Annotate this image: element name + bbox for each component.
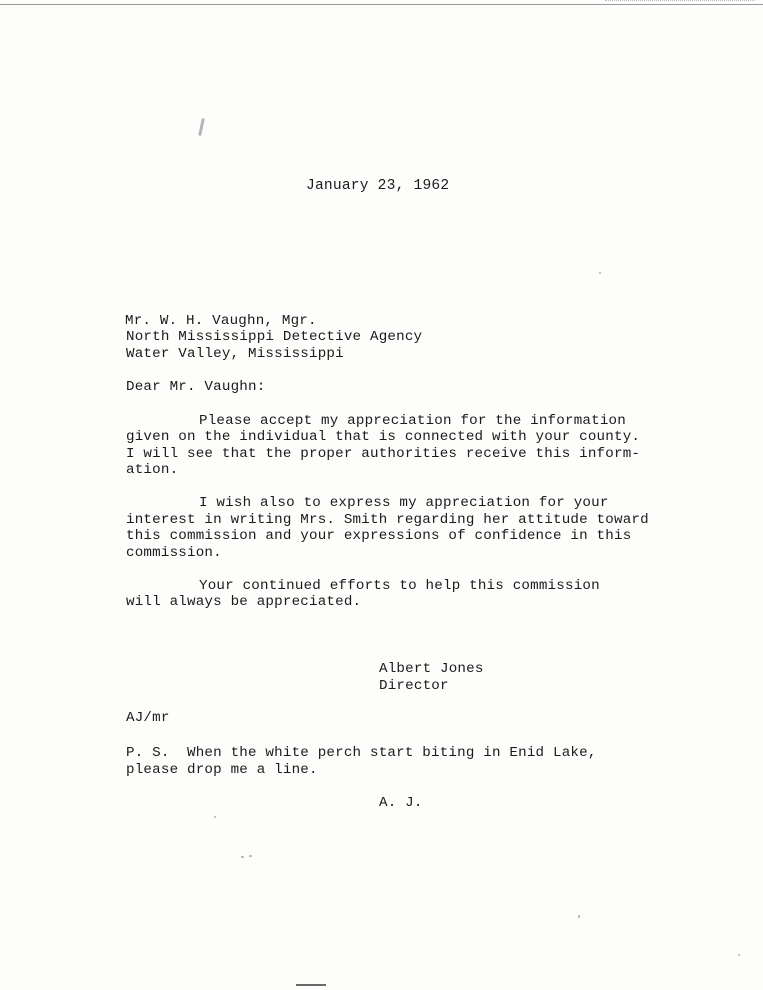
letter-salutation: Dear Mr. Vaughn:: [126, 379, 266, 395]
paragraph-1-line-3: I will see that the proper authorities receive this inform-: [126, 446, 641, 462]
recipient-organization-line: North Mississippi Detective Agency: [126, 329, 423, 345]
signature-title: Director: [379, 678, 449, 694]
recipient-name-line: Mr. W. H. Vaughn, Mgr.: [125, 313, 317, 329]
page-bottom-cut-mark: [296, 984, 326, 990]
paper-speck: [738, 954, 740, 956]
paragraph-2-line-4: commission.: [126, 545, 222, 561]
postscript-line-1: P. S. When the white perch start biting in Enid Lake,: [126, 745, 597, 761]
page-top-dotted-mark: [605, 0, 755, 4]
paragraph-1-line-4: ation.: [126, 462, 179, 478]
paragraph-2-line-2: interest in writing Mrs. Smith regarding her attitude toward: [126, 512, 649, 528]
paragraph-3-line-2: will always be appreciated.: [126, 594, 362, 610]
paragraph-3-line-1: Your continued efforts to help this commission: [199, 578, 600, 594]
paper-speck: [599, 272, 601, 274]
paragraph-2-line-3: this commission and your expressions of confidence in this: [126, 528, 632, 544]
letter-date: January 23, 1962: [306, 178, 450, 194]
paper-speck: [214, 816, 216, 818]
paper-speck: [249, 855, 252, 857]
paper-speck: [241, 856, 244, 858]
signature-name: Albert Jones: [379, 661, 484, 677]
reference-initials: AJ/mr: [126, 710, 170, 726]
recipient-location-line: Water Valley, Mississippi: [126, 346, 344, 362]
ink-smudge-mark: [198, 118, 205, 136]
paragraph-2-line-1: I wish also to express my appreciation for your: [199, 495, 609, 511]
paragraph-1-line-1: Please accept my appreciation for the information: [199, 413, 626, 429]
paper-speck: [578, 915, 580, 918]
postscript-signature: A. J.: [379, 795, 423, 811]
paragraph-1-line-2: given on the individual that is connected with your county.: [126, 429, 641, 445]
page-top-edge-line: [0, 4, 763, 5]
postscript-line-2: please drop me a line.: [126, 762, 318, 778]
